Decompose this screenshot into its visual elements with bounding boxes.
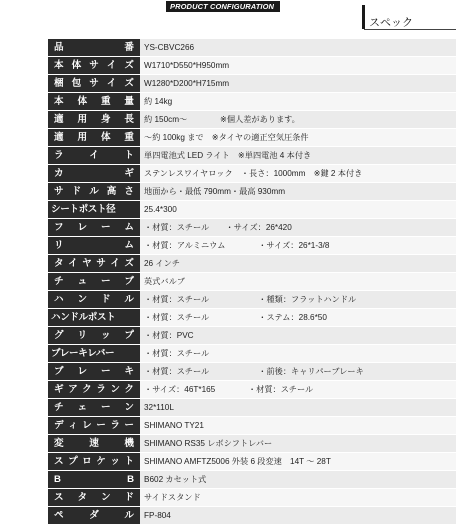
spec-row <box>48 201 456 218</box>
spec-row <box>48 417 456 434</box>
spec-label: 品 番 <box>48 39 140 56</box>
spec-value: ・材質：アルミニウム ・サイズ：26*1-3/8 <box>140 237 456 254</box>
spec-value: ・サイズ：46T*165 ・材質：スチール <box>140 381 456 398</box>
spec-value: ・材質：PVC <box>140 327 456 344</box>
spec-row <box>48 147 456 164</box>
spec-label: ハ ン ド ル <box>48 291 140 308</box>
spec-value: SHIMANO RS35 レボシフトレバー <box>140 435 456 452</box>
spec-value: ・材質：スチール ・種類：フラットハンドル <box>140 291 456 308</box>
spec-row <box>48 489 456 506</box>
spec-label: チ ェ ー ン <box>48 399 140 416</box>
spec-header <box>0 0 456 38</box>
spec-row <box>48 219 456 236</box>
spec-label: カ ギ <box>48 165 140 182</box>
section-label: PRODUCT CONFIGURATION <box>166 1 280 12</box>
spec-row <box>48 381 456 398</box>
spec-label: チ ュ ー ブ <box>48 273 140 290</box>
spec-label: ス タ ン ド <box>48 489 140 506</box>
spec-label: 適 用 体 重 <box>48 129 140 146</box>
spec-value: サイドスタンド <box>140 489 456 506</box>
spec-value: W1710*D550*H950mm <box>140 57 456 74</box>
spec-table <box>48 39 456 525</box>
spec-row <box>48 39 456 56</box>
spec-row <box>48 165 456 182</box>
spec-value: 26 インチ <box>140 255 456 272</box>
spec-row <box>48 183 456 200</box>
spec-label: B B <box>48 471 140 488</box>
spec-label: 本 体 サ イ ズ <box>48 57 140 74</box>
spec-label: 適 用 身 長 <box>48 111 140 128</box>
spec-row <box>48 471 456 488</box>
spec-value: FP-804 <box>140 507 456 524</box>
spec-label: デ ィ レ ー ラ ー <box>48 417 140 434</box>
spec-row <box>48 399 456 416</box>
spec-row <box>48 255 456 272</box>
spec-row <box>48 327 456 344</box>
spec-label: ペ ダ ル <box>48 507 140 524</box>
spec-label: フ レ ー ム <box>48 219 140 236</box>
spec-label: 梱 包 サ イ ズ <box>48 75 140 92</box>
spec-label: リ ム <box>48 237 140 254</box>
spec-label: ブレーキレバー <box>48 345 140 362</box>
spec-value: SHIMANO TY21 <box>140 417 456 434</box>
spec-row <box>48 363 456 380</box>
spec-row <box>48 111 456 128</box>
page-title: スペック <box>369 16 413 29</box>
spec-row <box>48 273 456 290</box>
spec-value: ・材質：スチール <box>140 345 456 362</box>
spec-value: 約 150cm〜 ※個人差があります。 <box>140 111 456 128</box>
spec-row <box>48 237 456 254</box>
spec-row <box>48 435 456 452</box>
spec-label: サ ド ル 高 さ <box>48 183 140 200</box>
spec-row <box>48 75 456 92</box>
spec-value: ・材質：スチール ・ステム：28.6*50 <box>140 309 456 326</box>
spec-label: ラ イ ト <box>48 147 140 164</box>
spec-row <box>48 507 456 524</box>
spec-value: ・材質：スチール ・サイズ：26*420 <box>140 219 456 236</box>
spec-label: 本 体 重 量 <box>48 93 140 110</box>
spec-row <box>48 57 456 74</box>
spec-row <box>48 309 456 326</box>
spec-label: 変 速 機 <box>48 435 140 452</box>
spec-label: グ リ ッ プ <box>48 327 140 344</box>
spec-value: 32*110L <box>140 399 456 416</box>
spec-value: 〜約 100kg まで ※タイヤの適正空気圧条件 <box>140 129 456 146</box>
spec-value: W1280*D200*H715mm <box>140 75 456 92</box>
spec-label: タ イ ヤ サ イ ズ <box>48 255 140 272</box>
spec-value: 単四電池式 LED ライト ※単四電池 4 本付き <box>140 147 456 164</box>
spec-value: 地面から・最低 790mm・最高 930mm <box>140 183 456 200</box>
spec-row <box>48 291 456 308</box>
spec-value: ステンレスワイヤロック ・長さ：1000mm ※鍵 2 本付き <box>140 165 456 182</box>
spec-row <box>48 93 456 110</box>
spec-value: B602 カセット式 <box>140 471 456 488</box>
spec-value: 25.4*300 <box>140 201 456 218</box>
spec-value: SHIMANO AMFTZ5006 外装 6 段変速 14T 〜 28T <box>140 453 456 470</box>
spec-label: ブ レ ー キ <box>48 363 140 380</box>
spec-value: ・材質：スチール ・前後：キャリパーブレーキ <box>140 363 456 380</box>
spec-value: 約 14kg <box>140 93 456 110</box>
spec-label: ギ ア ク ラ ン ク <box>48 381 140 398</box>
spec-label: シートポスト径 <box>48 201 140 218</box>
spec-label: ス プ ロ ケ ッ ト <box>48 453 140 470</box>
spec-label: ハンドルポスト <box>48 309 140 326</box>
spec-row <box>48 345 456 362</box>
spec-row <box>48 129 456 146</box>
spec-value: 英式バルブ <box>140 273 456 290</box>
spec-value: YS-CBVC266 <box>140 39 456 56</box>
